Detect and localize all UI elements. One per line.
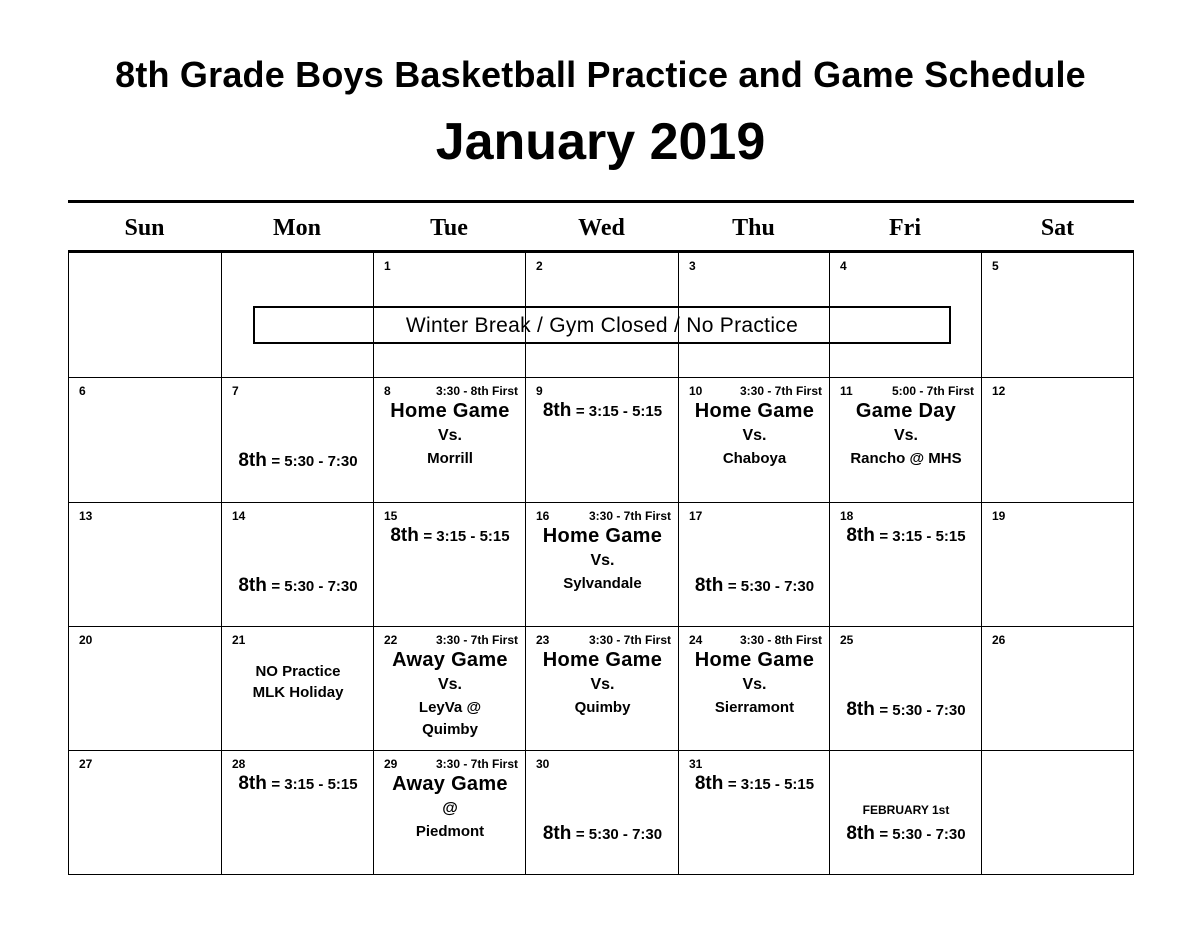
calendar-day-cell	[829, 627, 982, 751]
practice-time	[679, 575, 830, 597]
day-number: 17	[689, 509, 703, 523]
day-number: 29	[384, 757, 398, 771]
practice-hours: = 3:15 - 5:15	[271, 776, 358, 793]
practice-time	[830, 699, 982, 721]
practice-time	[374, 525, 526, 547]
game-opponent: Quimby	[574, 699, 631, 716]
game-versus: @	[442, 800, 458, 817]
day-number: 9	[536, 384, 543, 398]
day-number: 13	[79, 509, 93, 523]
calendar-day-cell	[68, 751, 222, 875]
game-title: Home Game	[542, 525, 663, 547]
game-start-note: 5:00 - 7th First	[891, 384, 974, 398]
calendar-day-cell	[678, 751, 830, 875]
calendar-day-cell	[525, 751, 679, 875]
day-number: 10	[689, 384, 703, 398]
practice-time	[222, 575, 374, 597]
calendar-day-cell	[373, 627, 526, 751]
practice-hours: = 5:30 - 7:30	[727, 578, 815, 595]
game-start-note: 3:30 - 7th First	[588, 509, 671, 523]
game-title: Game Day	[855, 400, 957, 422]
calendar-day-cell	[221, 503, 374, 627]
day-header-fri: Fri	[889, 215, 921, 241]
day-number: 15	[384, 509, 398, 523]
day-number: 7	[232, 384, 239, 398]
calendar-day-cell	[221, 378, 374, 503]
calendar-day-cell	[525, 503, 679, 627]
calendar-day-cell	[373, 378, 526, 503]
calendar-day-cell	[525, 627, 679, 751]
game-start-note: 3:30 - 7th First	[435, 633, 518, 647]
game-start-note: 3:30 - 8th First	[739, 633, 822, 647]
calendar-day-cell	[981, 253, 1134, 378]
game-opponent: Rancho @ MHS	[850, 450, 962, 467]
schedule-title: 8th Grade Boys Basketball Practice and Game Schedule	[115, 54, 1086, 95]
game-opponent: Sylvandale	[563, 575, 642, 592]
day-number: 19	[992, 509, 1006, 523]
day-header-thu: Thu	[732, 215, 775, 241]
game-title: Home Game	[694, 649, 815, 671]
practice-time	[526, 823, 679, 845]
game-title: Away Game	[392, 649, 508, 671]
game-versus: Vs.	[437, 427, 462, 444]
day-number: 26	[992, 633, 1006, 647]
game-versus: Vs.	[590, 552, 615, 569]
calendar-day-cell	[981, 378, 1134, 503]
game-title: Home Game	[390, 400, 510, 422]
days-of-week-row	[68, 203, 1134, 250]
practice-time	[526, 400, 679, 422]
game-start-note: 3:30 - 7th First	[435, 757, 518, 771]
game-versus: Vs.	[590, 676, 615, 693]
game-versus: Vs.	[893, 427, 918, 444]
practice-grade: 8th	[390, 525, 419, 546]
day-number: 5	[992, 259, 999, 273]
calendar-day-cell	[981, 503, 1134, 627]
calendar-day-cell	[68, 627, 222, 751]
holiday-note: NO Practice	[255, 663, 341, 680]
calendar-day-cell	[678, 378, 830, 503]
practice-hours: = 5:30 - 7:30	[879, 826, 966, 843]
practice-grade: 8th	[238, 450, 267, 471]
practice-hours: = 5:30 - 7:30	[271, 453, 358, 470]
practice-grade: 8th	[542, 823, 572, 844]
game-opponent: LeyVa @	[418, 699, 482, 716]
day-number: 24	[689, 633, 703, 647]
practice-grade: 8th	[846, 699, 875, 720]
game-title: Away Game	[392, 773, 508, 795]
game-title: Home Game	[542, 649, 663, 671]
day-number: 21	[232, 633, 246, 647]
calendar-day-cell	[829, 503, 982, 627]
month-title: January 2019	[435, 113, 766, 171]
calendar-day-cell	[829, 751, 982, 875]
practice-grade: 8th	[846, 525, 875, 546]
calendar-day-cell	[829, 378, 982, 503]
game-opponent: Chaboya	[722, 450, 787, 467]
practice-hours: = 3:15 - 5:15	[727, 776, 815, 793]
day-number: 12	[992, 384, 1006, 398]
calendar-day-cell	[981, 627, 1134, 751]
practice-time	[830, 525, 982, 547]
day-number: 1	[384, 259, 391, 273]
game-versus: Vs.	[742, 427, 767, 444]
day-number: 4	[840, 259, 847, 273]
game-start-note: 3:30 - 7th First	[588, 633, 671, 647]
day-number: 18	[840, 509, 854, 523]
practice-grade: 8th	[238, 575, 267, 596]
day-number: 27	[79, 757, 93, 771]
game-opponent: Sierramont	[714, 699, 795, 716]
day-number: 11	[840, 384, 853, 398]
calendar-day-cell	[68, 253, 222, 378]
calendar-day-cell	[68, 503, 222, 627]
day-number: 6	[79, 384, 86, 398]
practice-time	[679, 773, 830, 795]
day-number: 25	[840, 633, 854, 647]
day-header-tue: Tue	[430, 215, 468, 241]
calendar-day-cell	[678, 503, 830, 627]
game-title: Home Game	[694, 400, 815, 422]
game-opponent: Piedmont	[415, 823, 485, 840]
winter-break-banner: Winter Break / Gym Closed / No Practice	[253, 306, 951, 344]
practice-grade: 8th	[694, 773, 724, 794]
holiday-name: MLK Holiday	[252, 684, 344, 701]
practice-time	[830, 823, 982, 845]
calendar-grid	[68, 253, 1134, 875]
calendar-day-cell	[678, 627, 830, 751]
practice-grade: 8th	[238, 773, 267, 794]
day-header-sun: Sun	[124, 215, 165, 241]
game-versus: Vs.	[437, 676, 462, 693]
game-start-note: 3:30 - 8th First	[435, 384, 518, 398]
day-header-mon: Mon	[273, 215, 321, 241]
calendar-day-cell	[981, 751, 1134, 875]
practice-hours: = 3:15 - 5:15	[423, 528, 510, 545]
practice-hours: = 5:30 - 7:30	[271, 578, 358, 595]
day-number: 22	[384, 633, 398, 647]
calendar-day-cell	[373, 751, 526, 875]
calendar-day-cell	[525, 378, 679, 503]
day-number: 23	[536, 633, 550, 647]
practice-grade: 8th	[846, 823, 875, 844]
practice-time	[222, 450, 374, 472]
practice-hours: = 3:15 - 5:15	[879, 528, 966, 545]
practice-hours: = 5:30 - 7:30	[879, 702, 966, 719]
day-header-wed: Wed	[578, 215, 625, 241]
day-number: 20	[79, 633, 93, 647]
game-opponent-location: Quimby	[422, 721, 478, 738]
day-number: 30	[536, 757, 550, 771]
practice-time	[222, 773, 374, 795]
next-month-label: FEBRUARY 1st	[862, 803, 950, 817]
game-versus: Vs.	[742, 676, 767, 693]
practice-grade: 8th	[542, 400, 572, 421]
practice-hours: = 5:30 - 7:30	[575, 826, 663, 843]
practice-grade: 8th	[694, 575, 724, 596]
day-number: 16	[536, 509, 550, 523]
practice-hours: = 3:15 - 5:15	[575, 403, 663, 420]
day-number: 28	[232, 757, 246, 771]
calendar-day-cell	[68, 378, 222, 503]
game-opponent: Morrill	[427, 450, 473, 467]
day-number: 8	[384, 384, 391, 398]
game-start-note: 3:30 - 7th First	[739, 384, 822, 398]
calendar-day-cell	[373, 503, 526, 627]
day-number: 2	[536, 259, 543, 273]
calendar-day-cell	[221, 751, 374, 875]
day-header-sat: Sat	[1040, 215, 1075, 241]
day-number: 14	[232, 509, 246, 523]
calendar-day-cell	[221, 627, 374, 751]
day-number: 31	[689, 757, 703, 771]
day-number: 3	[689, 259, 696, 273]
